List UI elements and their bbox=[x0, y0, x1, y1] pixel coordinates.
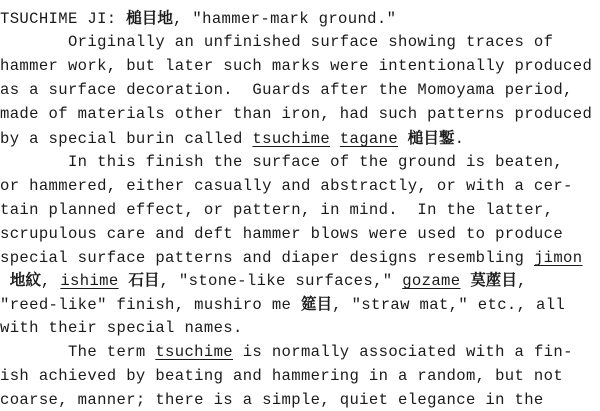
romanized-term: tagane bbox=[339, 130, 399, 148]
text-segment: , "stone-like surfaces," bbox=[159, 272, 403, 290]
text-segment: special surface patterns and diaper designs resembling bbox=[0, 249, 534, 267]
text-segment: coarse, manner; there is a simple, quiet elegance in the bbox=[0, 391, 544, 409]
romanized-term: ishime bbox=[60, 272, 119, 290]
text-segment: , bbox=[516, 272, 527, 290]
text-segment: "reed-like" finish, mushiro me bbox=[0, 296, 301, 314]
kanji-term: 茣蓙目 bbox=[470, 270, 517, 289]
text-segment: ish achieved by beating and hammering in a random, but not bbox=[0, 367, 564, 385]
text-line bbox=[0, 224, 600, 244]
text-segment bbox=[460, 272, 470, 290]
kanji-term: 地紋 bbox=[9, 270, 41, 289]
text-segment: . bbox=[454, 130, 465, 148]
text-line bbox=[0, 366, 600, 386]
text-segment bbox=[119, 272, 129, 290]
text-line bbox=[0, 80, 600, 100]
text-line bbox=[0, 248, 600, 268]
text-segment bbox=[398, 130, 408, 148]
text-segment: by a special burin called bbox=[0, 130, 253, 148]
text-segment: Originally an unfinished surface showing traces of bbox=[0, 33, 554, 51]
kanji-term: 筵目 bbox=[300, 294, 333, 313]
kanji-term: 槌目鏨 bbox=[407, 128, 455, 147]
romanized-term: tsuchime bbox=[155, 343, 233, 361]
text-segment: is normally associated with a fin- bbox=[233, 343, 573, 361]
text-line bbox=[0, 56, 600, 76]
text-line bbox=[0, 390, 600, 410]
text-line bbox=[0, 294, 600, 315]
romanized-term: gozame bbox=[402, 272, 461, 290]
text-line bbox=[0, 176, 600, 196]
text-line bbox=[0, 200, 600, 220]
kanji-term: 槌目地 bbox=[126, 8, 173, 27]
text-line bbox=[0, 342, 600, 362]
text-segment: made of materials other than iron, had such patterns produced bbox=[0, 105, 593, 123]
text-line bbox=[0, 152, 600, 172]
text-segment: , "straw mat," etc., all bbox=[332, 296, 566, 314]
kanji-term: 石目 bbox=[128, 270, 160, 289]
text-segment: TSUCHIME JI: bbox=[0, 10, 127, 28]
text-line bbox=[0, 128, 600, 149]
text-line bbox=[0, 270, 600, 291]
text-segment: as a surface decoration. Guards after the Momoyama period, bbox=[0, 81, 573, 99]
text-line bbox=[0, 104, 600, 124]
text-segment: scrupulous care and deft hammer blows were used to produce bbox=[0, 225, 564, 243]
text-segment: The term bbox=[0, 343, 156, 361]
text-segment: hammer work, but later such marks were intentionally produced bbox=[0, 57, 593, 75]
text-segment: , "hammer-mark ground." bbox=[173, 10, 397, 28]
text-segment bbox=[330, 130, 340, 148]
text-line bbox=[0, 318, 600, 338]
romanized-term: jimon bbox=[533, 249, 583, 267]
text-line bbox=[0, 32, 600, 52]
text-segment bbox=[0, 272, 10, 290]
text-segment: with their special names. bbox=[0, 319, 243, 337]
text-segment: or hammered, either casually and abstractly, or with a cer- bbox=[0, 177, 573, 195]
text-segment: , bbox=[40, 272, 61, 290]
text-line bbox=[0, 8, 600, 29]
text-segment: In this finish the surface of the ground is beaten, bbox=[0, 153, 564, 171]
text-segment: tain planned effect, or pattern, in mind. In the latter, bbox=[0, 201, 554, 219]
romanized-term: tsuchime bbox=[252, 130, 331, 148]
